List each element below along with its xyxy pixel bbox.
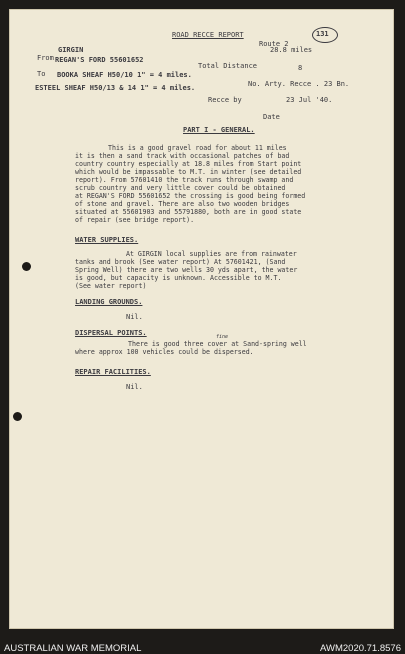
recce-by-label: Recce by bbox=[208, 96, 242, 104]
water-line: is good, but capacity is unknown. Accessible to M.T. bbox=[75, 274, 282, 282]
part1-line: country country especially at 18.8 miles from Start point bbox=[75, 160, 302, 168]
part1-line: report). From 57601410 the track runs through swamp and bbox=[75, 176, 294, 184]
water-line: At GIRGIN local supplies are from rainwater bbox=[126, 250, 297, 258]
part1-line: This is a good gravel road for about 11 miles bbox=[108, 144, 287, 152]
water-line: Spring Well) there are two wells 30 yds apart, the water bbox=[75, 266, 298, 274]
total-distance-label: Total Distance bbox=[198, 62, 258, 70]
from-road: REGAN'S FORD 55601652 bbox=[55, 56, 144, 64]
from-place: GIRGIN bbox=[58, 46, 84, 54]
repair-value: Nil. bbox=[126, 383, 143, 391]
from-label: From bbox=[37, 54, 54, 62]
dispersal-line: where approx 100 vehicles could be dispersed. bbox=[75, 348, 254, 356]
distance-value: 28.8 miles bbox=[270, 46, 313, 54]
distance-mark: 8 bbox=[298, 64, 303, 72]
punch-hole-bottom bbox=[13, 412, 22, 421]
part1-line: scrub country and very little cover could be obtained bbox=[75, 184, 286, 192]
to-label: To bbox=[37, 70, 46, 78]
part1-line: which would be impassable to M.T. in winter (see detailed bbox=[75, 168, 302, 176]
landing-value: Nil. bbox=[126, 313, 143, 321]
water-line: tanks and brook (See water report) At 57601421, (Sand bbox=[75, 258, 286, 266]
to-line-1: BOOKA SHEAF H50/10 1" = 4 miles. bbox=[57, 71, 192, 79]
footer-accession-number: AWM2020.71.8576 bbox=[320, 643, 401, 654]
landing-heading: LANDING GROUNDS. bbox=[75, 298, 143, 306]
water-heading: WATER SUPPLIES. bbox=[75, 236, 139, 244]
part1-line: situated at 55601903 and 55791880, both are in good state bbox=[75, 208, 302, 216]
part1-line: of stone and gravel. There are also two wooden bridges bbox=[75, 200, 290, 208]
dispersal-insert: fine bbox=[216, 334, 229, 340]
recce-date: 23 Jul '40. bbox=[286, 96, 333, 104]
part1-line: it is then a sand track with occasional patches of bad bbox=[75, 152, 290, 160]
unit-label: No. Arty. Recce . 23 Bn. bbox=[248, 80, 350, 88]
dispersal-line: There is good three cover at Sand-spring well bbox=[128, 340, 307, 348]
to-line-2: ESTEEL SHEAF H50/13 & 14 1" = 4 miles. bbox=[35, 84, 196, 92]
route-number: Route 2 bbox=[259, 40, 289, 48]
punch-hole-top bbox=[22, 262, 31, 271]
water-line: (See water report) bbox=[75, 282, 147, 290]
repair-heading: REPAIR FACILITIES. bbox=[75, 368, 151, 376]
part1-heading: PART I - GENERAL. bbox=[183, 126, 255, 134]
report-title: ROAD RECCE REPORT bbox=[172, 31, 244, 39]
footer-institution: AUSTRALIAN WAR MEMORIAL bbox=[4, 643, 142, 654]
document-page bbox=[9, 9, 394, 629]
part1-line: of repair (see bridge report). bbox=[75, 216, 195, 224]
part1-line: at REGAN'S FORD 55601652 the crossing is good being formed bbox=[75, 192, 306, 200]
archive-footer bbox=[0, 632, 405, 653]
page-number: 131 bbox=[316, 30, 329, 38]
date-label: Date bbox=[263, 113, 280, 121]
dispersal-heading: DISPERSAL POINTS. bbox=[75, 329, 147, 337]
